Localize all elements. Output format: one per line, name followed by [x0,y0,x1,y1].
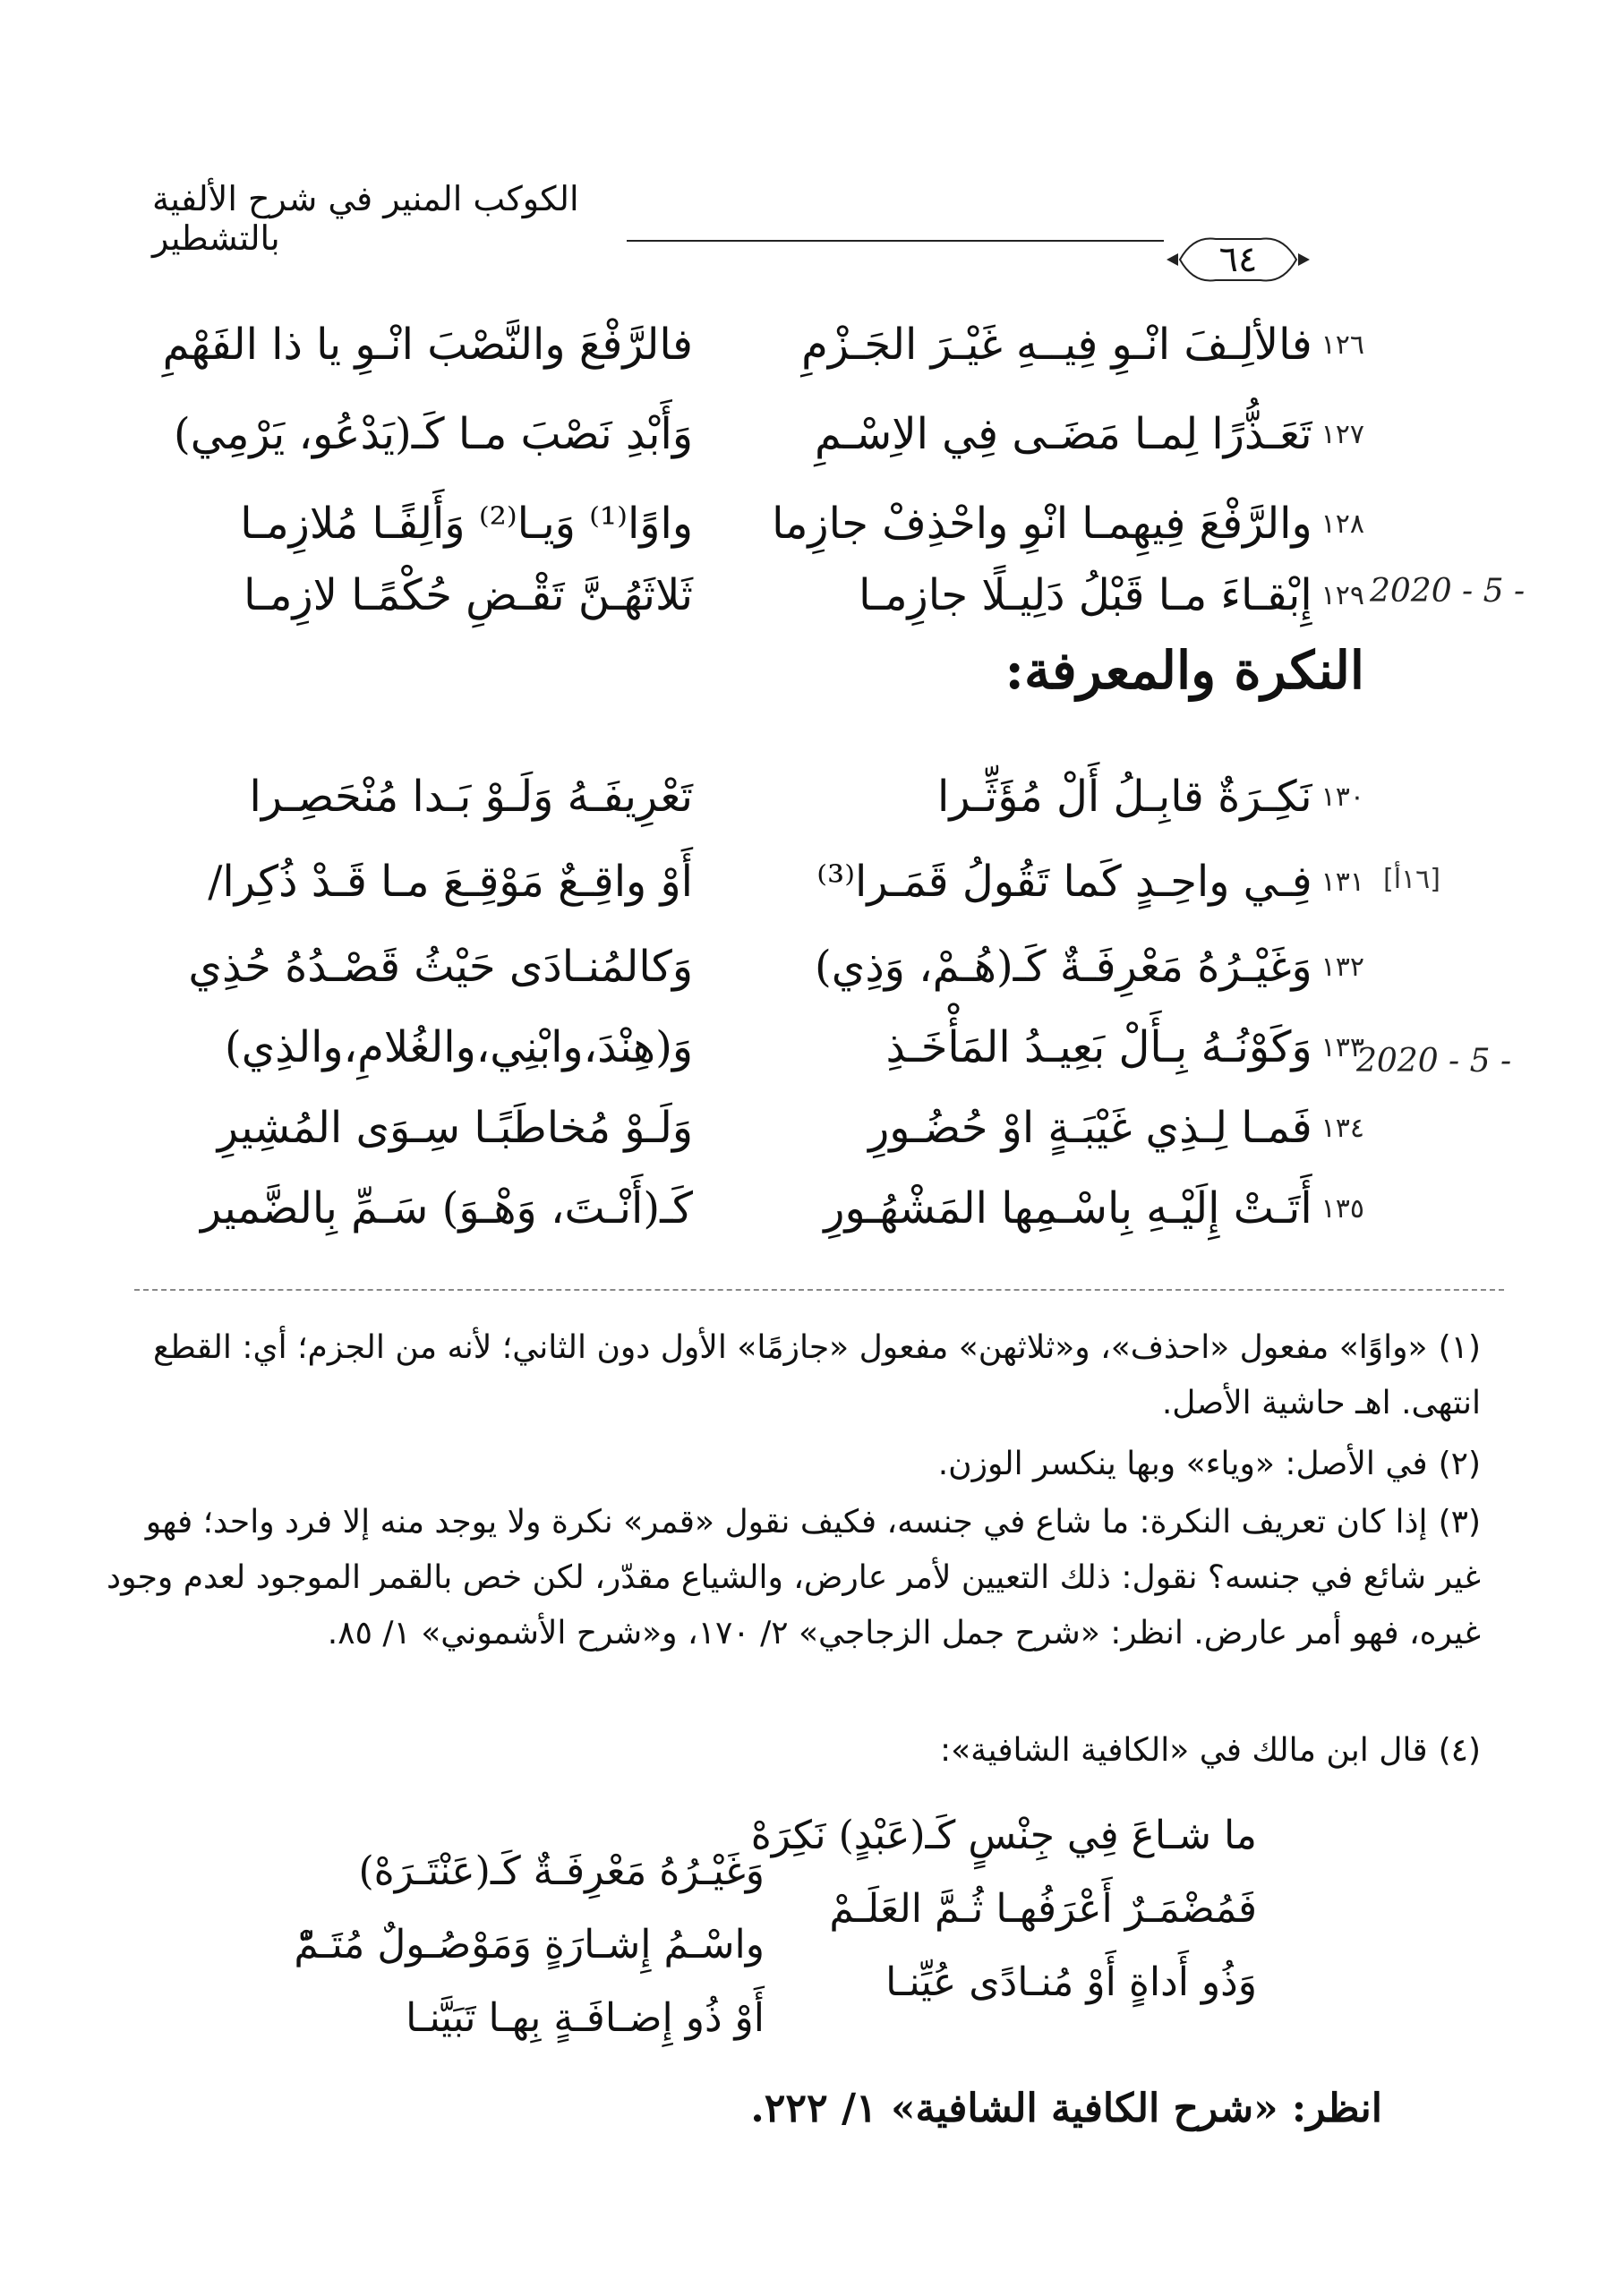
footnote-3 [98,1495,1481,1661]
verse-sadr-text: فَمـا لِـذِي غَيْبَـةٍ اوْ حُضُـورِ [868,1103,1312,1153]
footnote-verses-sadr [751,1799,1257,2019]
verse-sadr-text: إِبْقـاءَ مـا قَبْلُ دَلِيـلًا جازِمـا [859,570,1312,620]
verse-sadr-text: وَغَيْـرُهُ مَعْرِفَـةٌ كَـ(هُـمْ، وَذِي) [815,942,1312,992]
verse-sadr [791,857,1364,907]
verse-row [143,756,1364,837]
footnote-marker: (٢) [1438,1446,1481,1482]
verse-sadr-text: نَكِـرَةٌ قابِـلُ أَلْ مُؤَثِّـرا [937,772,1312,822]
verse-number: ١٣٣ [1321,1031,1364,1063]
verse-ajz-text: ثَلاثَهُـنَّ تَقْـضِ حُكْمًـا لازِمـا [244,570,693,620]
page-number-badge [1162,228,1314,291]
verse-sadr [791,1022,1364,1072]
verse-number: ١٣٤ [1321,1112,1364,1144]
footnote-2 [98,1437,1481,1492]
verse-ajz-text: كَـ(أَنْـتَ، وَهْـوَ) سَـمِّ بِالضَّمير [200,1183,693,1233]
verse-number: ١٢٧ [1321,418,1364,450]
verse-ajz-text: فالرَّفْعَ والنَّصْبَ انْـوِ يا ذا الفَهْمِ [162,320,693,370]
verse-row [143,555,1364,636]
page-number: ٦٤ [1218,239,1258,280]
verse-row [143,394,1364,474]
footnote-verse-line: واسْـمُ إِشـارَةٍ وَمَوْصُـولٌ مُتَـمّْ [294,1922,765,1967]
verse-ajz-text: وَأَبْدِ نَصْبَ مـا كَـ(يَدْعُو، يَرْمِي) [173,409,693,459]
footnote-text: في الأصل: «وياء» وبها ينكسر الوزن. [937,1446,1428,1482]
footnote-verse-line: وَذُو أَداةٍ أَوْ مُنـادًى عُيِّنـا [885,1959,1257,2005]
handwritten-date-note: 2020 - 5 - [1356,1043,1512,1080]
verse-sadr-text: وَكَوْنُـهُ بِـأَلْ بَعِيـدُ المَأْخَـذِ [885,1022,1312,1072]
section-heading: النكرة والمعرفة: [1004,640,1364,701]
verse-number: ١٣١ [1321,866,1364,898]
verse-number: ١٢٦ [1321,329,1364,361]
verse-sadr [791,570,1364,620]
verse-row [143,304,1364,385]
footnote-verse-line: فَمُضْمَـرٌ أَعْرَفُهـا ثُـمَّ العَلَـمْ [829,1886,1257,1932]
footnote-text: قال ابن مالك في «الكافية الشافية»: [940,1732,1428,1769]
verse-sadr-text: أَتَـتْ إِلَيْـهِ بِاسْـمِها المَشْهُـورِ [824,1183,1312,1233]
footnote-4 [98,1723,1481,1779]
verse-ajz-text: تَعْرِيفَـهُ وَلَـوْ بَـدا مُنْحَصِـرا [249,772,693,822]
margin-folio-marker: [١٦أ] [1383,864,1441,895]
footnote-marker: (٤) [1438,1732,1481,1769]
footnote-verse-line: وَغَيْـرُهُ مَعْرِفَـةٌ كَـ(عَنْتَـرَهْ) [358,1848,765,1894]
verse-sadr [791,320,1364,370]
verse-row [143,841,1364,922]
verse-sadr [772,499,1364,549]
verse-row [143,483,1364,564]
verse-sadr [791,942,1364,992]
verse-sadr-text: تَعَـذُّرًا لِمـا مَضَـى فِي الاِسْـمِ [814,409,1312,459]
verse-sadr [791,409,1364,459]
verse-row [143,1088,1364,1168]
header-rule [627,240,1164,242]
verse-ajz-text: وَكالمُنـادَى حَيْثُ قَصْـدُهُ حُذِي [188,942,693,992]
verse-row [143,926,1364,1007]
handwritten-date-note: 2020 - 5 - [1370,573,1526,610]
footnote-marker: (٣) [1438,1504,1481,1541]
verse-row [143,1007,1364,1088]
verse-sadr [791,1103,1364,1153]
footnote-text: «واوًا» مفعول «احذف»، و«ثلاثهن» مفعول «جازمًا» الأول دون الثاني؛ لأنه من الجزم؛ أي: القطع انتهى. اهـ حاشية الأصل. [153,1329,1481,1421]
verse-number: ١٢٩ [1321,579,1364,611]
verse-row [143,1168,1364,1249]
verse-sadr-text: فالألِـفَ انْـوِ فِيــهِ غَيْـرَ الجَـزْمِ [801,320,1312,370]
verse-sadr [791,772,1364,822]
verse-number: ١٢٨ [1321,508,1364,540]
footnote-verse-line: ما شـاعَ فِي جِنْسٍ كَـ(عَبْدٍ) نَكِرَهْ [750,1813,1257,1858]
verse-ajz-text: أَوْ واقِـعٌ مَوْقِـعَ مـا قَـدْ ذُكِرا/ [208,857,693,907]
footnote-verses-ajz [294,1835,765,2055]
verse-ajz-text: وَ(هِنْدَ،وابْنِي،والغُلامِ،والذِي) [224,1022,693,1072]
footnotes-separator [134,1289,1504,1291]
footnote-verse-line: أَوْ ذُو إِضـافَـةٍ بِهـا تَبَيَّنـا [406,1995,765,2041]
verse-number: ١٣٥ [1321,1192,1364,1225]
verse-ajz-text: وَلَـوْ مُخاطَبًـا سِـوَى المُشِيرِ [217,1103,693,1153]
footnote-reference: انظر: «شرح الكافية الشافية» ١/ ٢٢٢. [750,2086,1382,2131]
footnote-marker: (١) [1438,1329,1481,1366]
running-head-title: الكوكب المنير في شرح الألفية بالتشطير [152,179,579,258]
footnote-text: إذا كان تعريف النكرة: ما شاع في جنسه، فكيف نقول «قمر» نكرة ولا يوجد منه إلا فرد واحد؛ فهو غير شائع في جنسه؟ نقول: ذلك التعيين لأمر عارض، والشياع مقدّر، لكن خص بالقمر الموجود لعدم وجود غيره، فهو أمر عارض. انظر: «شرح جمل الزجاجي» ٢/ ١٧٠، و«شرح الأشموني» ١/ ٨٥. [107,1504,1481,1652]
footnote-1 [98,1320,1481,1431]
verse-sadr [791,1183,1364,1233]
verse-number: ١٣٠ [1321,781,1364,813]
verse-number: ١٣٢ [1321,951,1364,983]
verse-sadr-text: فِـي واحِـدٍ كَما تَقُولُ قَمَـرا⁽³⁾ [816,857,1312,907]
verse-sadr-text: والرَّفْعَ فِيهِمـا انْوِ واحْذِفْ جازِما [772,499,1312,549]
verse-ajz-text: واوًا⁽¹⁾ وَيـا⁽²⁾ وَأَلِفًـا مُلازِمـا [240,499,693,549]
